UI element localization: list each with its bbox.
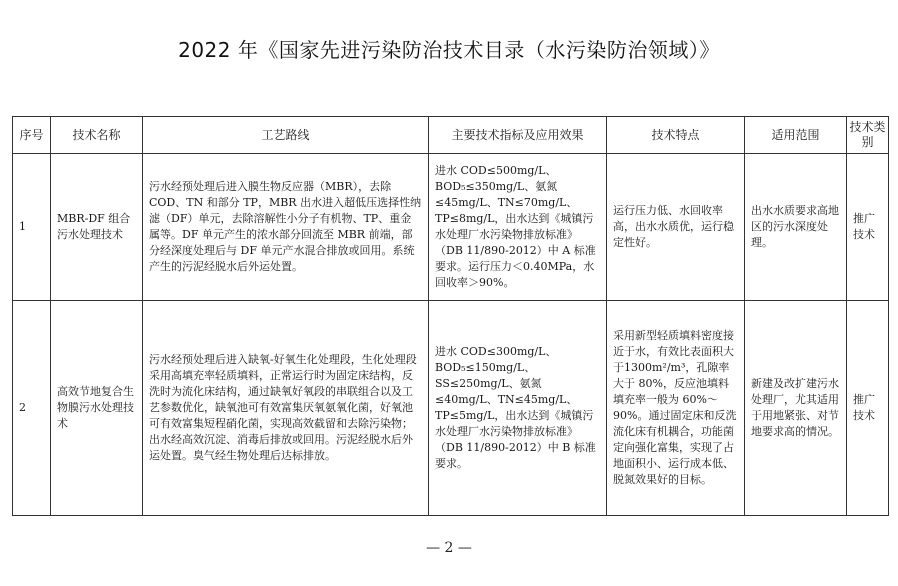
cell-features: 采用新型轻质填料密度接近于水，有效比表面积大于1300m²/m³，孔隙率大于 80%，反应池填料填充率一般为 60%～90%。通过固定床和反洗流化床有机耦合，功能菌定向强化富集，实现了占地面积小、运行成本低、脱氮效果好的目标。 <box>607 301 745 516</box>
header-no: 序号 <box>13 117 51 154</box>
cell-process: 污水经预处理后进入膜生物反应器（MBR），去除 COD、TN 和部分 TP，MBR 出水进入超低压选择性纳滤（DF）单元，去除溶解性小分子有机物、TP、重金属等。DF 单元产生的浓水部分回流至 MBR 前端，部分经深度处理后与 DF 单元产水混合排放或回用。系统产生的污泥经脱水后外运处置。 <box>143 154 429 301</box>
header-category: 技术类别 <box>847 117 889 154</box>
cell-process: 污水经预处理后进入缺氧-好氧生化处理段，生化处理段采用高填充率轻质填料，正常运行时为固定床结构，反洗时为流化床结构，通过缺氧好氧段的串联组合以及工艺参数优化，缺氧池可有效富集厌氧氨氧化菌，好氧池可有效富集短程硝化菌，实现高效截留和去除污染物；出水经高效沉淀、消毒后排放或回用。污泥经脱水后外运处置。臭气经生物处理后达标排放。 <box>143 301 429 516</box>
header-name: 技术名称 <box>51 117 143 154</box>
cell-indicators: 进水 COD≤300mg/L、BOD₅≤150mg/L、SS≤250mg/L、氨氮≤40mg/L、TN≤45mg/L、TP≤5mg/L，出水达到《城镇污水处理厂水污染物排放标准》（DB 11/890-2012）中 B 标准要求。 <box>429 301 607 516</box>
technology-table <box>12 116 889 516</box>
cell-category: 推广技术 <box>847 301 889 516</box>
page-title: 2022 年《国家先进污染防治技术目录（水污染防治领域）》 <box>178 38 720 62</box>
table-row <box>13 154 889 301</box>
page-number: — 2 — <box>426 540 472 556</box>
header-indicators: 主要技术指标及应用效果 <box>429 117 607 154</box>
cell-scope: 新建及改扩建污水处理厂，尤其适用于用地紧张、对节地要求高的情况。 <box>745 301 847 516</box>
cell-indicators: 进水 COD≤500mg/L、BOD₅≤350mg/L、氨氮≤45mg/L、TN≤70mg/L、TP≤8mg/L，出水达到《城镇污水处理厂水污染物排放标准》（DB 11/890-2012）中 A 标准要求。运行压力＜0.40MPa，水回收率＞90%。 <box>429 154 607 301</box>
table-header-row <box>13 117 889 154</box>
table-row <box>13 301 889 516</box>
cell-no: 2 <box>13 301 51 516</box>
cell-name: 高效节地复合生物膜污水处理技术 <box>51 301 143 516</box>
cell-features: 运行压力低、水回收率高，出水水质优，运行稳定性好。 <box>607 154 745 301</box>
header-process: 工艺路线 <box>143 117 429 154</box>
cell-category: 推广技术 <box>847 154 889 301</box>
header-features: 技术特点 <box>607 117 745 154</box>
header-scope: 适用范围 <box>745 117 847 154</box>
cell-name: MBR-DF 组合污水处理技术 <box>51 154 143 301</box>
cell-scope: 出水水质要求高地区的污水深度处理。 <box>745 154 847 301</box>
cell-no: 1 <box>13 154 51 301</box>
